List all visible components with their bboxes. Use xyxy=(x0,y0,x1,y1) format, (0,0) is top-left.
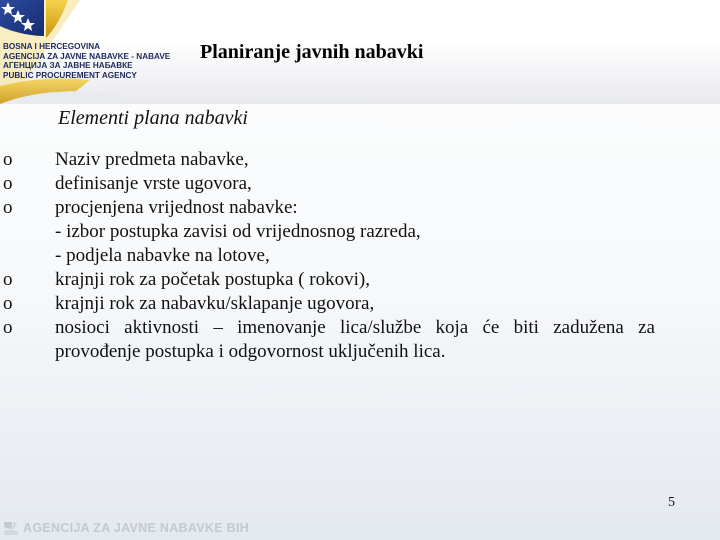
bullet-marker: o xyxy=(3,293,13,314)
agency-line-cyrillic: АГЕНЦИЈА ЗА ЈАВНЕ НАБАВКЕ xyxy=(3,61,133,71)
page-number: 5 xyxy=(668,495,675,510)
footer-brand xyxy=(3,520,249,536)
list-item xyxy=(0,316,655,364)
sub-list-item xyxy=(0,220,655,244)
bullet-marker: o xyxy=(3,149,13,170)
footer-agency-name: AGENCIJA ZA JAVNE NABAVKE BIH xyxy=(23,521,250,535)
agency-name-block xyxy=(3,42,170,80)
agency-mini-logo-icon xyxy=(3,520,19,536)
agency-line-latin: AGENCIJA ZA JAVNE NABAVKE - NABAVE xyxy=(3,51,171,61)
sub-list-item xyxy=(0,244,655,268)
list-item-text: definisanje vrste ugovora, xyxy=(55,173,252,194)
list-item-text: krajnji rok za početak postupka ( rokovi), xyxy=(55,269,370,290)
list-item-text: krajnji rok za nabavku/sklapanje ugovora, xyxy=(55,293,375,314)
bullet-marker: o xyxy=(3,197,13,218)
list-item-text: Naziv predmeta nabavke, xyxy=(55,149,249,170)
bullet-list xyxy=(0,148,720,364)
sub-list-item-text: - izbor postupka zavisi od vrijednosnog razreda, xyxy=(55,221,421,242)
bullet-marker: o xyxy=(3,317,13,338)
list-item xyxy=(0,292,655,316)
list-item xyxy=(0,172,655,196)
bullet-marker: o xyxy=(3,173,13,194)
slide-title: Planiranje javnih nabavki xyxy=(200,41,424,63)
list-item xyxy=(0,196,655,220)
list-item xyxy=(0,148,655,172)
list-item xyxy=(0,268,655,292)
section-subtitle: Elementi plana nabavki xyxy=(58,107,248,129)
agency-line-country: BOSNA I HERCEGOVINA xyxy=(3,42,101,51)
header-band xyxy=(0,0,720,104)
sub-list-item-text: - podjela nabavke na lotove, xyxy=(55,245,270,266)
bullet-marker: o xyxy=(3,269,13,290)
list-item-text: procjenjena vrijednost nabavke: xyxy=(55,197,298,218)
agency-line-english: PUBLIC PROCUREMENT AGENCY xyxy=(3,70,137,80)
list-item-text: nosioci aktivnosti – imenovanje lica/službe koja će biti zadužena za provođenje postupka i odgovornost uključenih lica. xyxy=(55,317,655,362)
